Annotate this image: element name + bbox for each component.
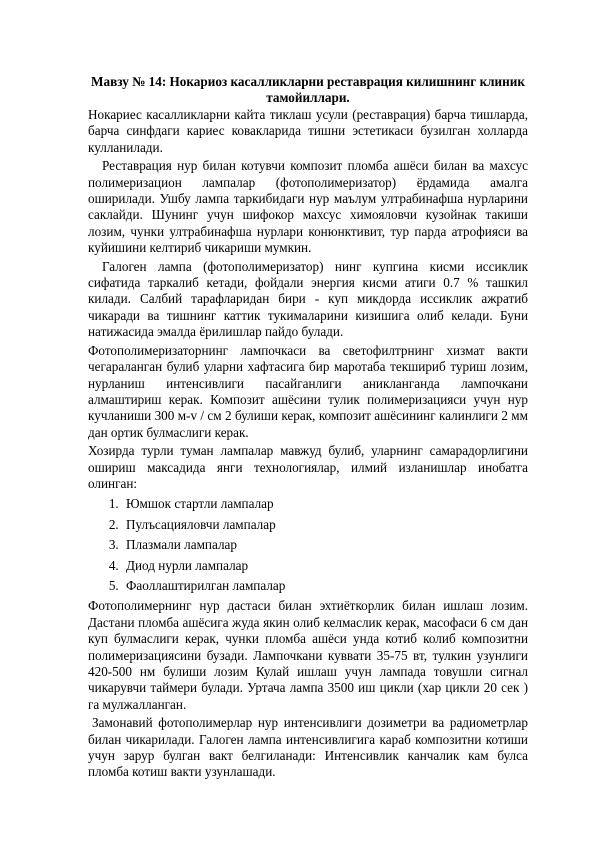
paragraph-lamp-types-intro: Хозирда турли туман лампалар мавжуд булиб, уларнинг самарадорлигини ошириш максадида янги технологиялар, илмий изланишлар инобатга олинган:: [88, 443, 528, 491]
list-item: 5. Фаоллаштирилган лампалар: [122, 576, 528, 596]
paragraph-beam-handling: Фотополимернинг нур дастаси билан эхтиёткорлик билан ишлаш лозим. Дастани пломба ашёсига жуда якин олиб келмаслик керак, масофаси 6 см дан куп булмаслиги керак, чунки пломба ашёси унда котиб колиб композитни полимеризациясини бузади. Лампочкани куввати 35-75 вт, тулкин узунлиги 420-500 нм булиши лозим Кулай ишлаш учун лампада товушли сигнал чикарувчи таймери булади. Уртача лампа 3500 иш цикли (хар цикли 20 сек ) га мулжалланган.: [88, 598, 528, 712]
list-item: 3. Плазмали лампалар: [122, 535, 528, 555]
paragraph-dosimeter: Замонавий фотополимерлар нур интенсивлиги дозиметри ва радиометрлар билан чикарилади. Галоген лампа интенсивлигига караб композитни котиши учун зарур булган вакт белгиланади: Интенсивлик канчалик кам булса пломба котиш вакти узунлашади.: [88, 715, 528, 780]
document-title: Мавзу № 14: Нокариоз касалликларни реставрация килишнинг клиник тамойиллари.: [91, 74, 525, 105]
paragraph-intro: Нокариес касалликларни кайта тиклаш усули (реставрация) барча тишларда, барча синфдаги кариес ковакларида тишни эстетикаси бузилган холларда кулланилади.: [88, 107, 528, 155]
list-item: 2. Пулъсацияловчи лампалар: [122, 515, 528, 535]
paragraph-lamp-maintenance: Фотополимеризаторнинг лампочкаси ва светофилтрнинг хизмат вакти чегараланган булиб уларни хафтасига бир маротаба текшириб туриш лозим, нурланиш интенсивлиги пасайганлиги аникланганда лампочкани алмаштириш керак. Композит ашёсини тулик полимеризацияси учун нур кучланиши 300 м-v / см 2 булиши керак, композит ашёсининг калинлиги 2 мм дан ортик булмаслиги керак.: [88, 342, 528, 440]
paragraph-restoration: Реставрация нур билан котувчи композит пломба ашёси билан ва махсус полимеризацион лампалар (фотополимеризатор) ёрдамида амалга оширилади. Ушбу лампа таркибидаги нур маълум ултрабинафша нурларини саклайди. Шунинг учун шифокор махсус химояловчи кузойнак такиши лозим, чунки ултрабинафша нурлари конюнктивит, тур парда атрофияси ва куйишини келтириб чикариши мумкин.: [88, 158, 528, 256]
list-item: 1. Юмшок стартли лампалар: [122, 494, 528, 514]
paragraph-halogen-lamp: Галоген лампа (фотополимеризатор) нинг купгина кисми иссиклик сифатида таркалиб кетади, фойдали энергия кисми атиги 0.7 % ташкил килади. Салбий тарафларидан бири - куп микдорда иссиклик ажратиб чикаради ва тишнинг каттик тукималарини кизишига олиб келади. Буни натижасида эмалда ёрилишлар пайдо булади.: [88, 258, 528, 340]
list-item: 4. Диод нурли лампалар: [122, 556, 528, 576]
lamp-types-list: [88, 494, 528, 596]
